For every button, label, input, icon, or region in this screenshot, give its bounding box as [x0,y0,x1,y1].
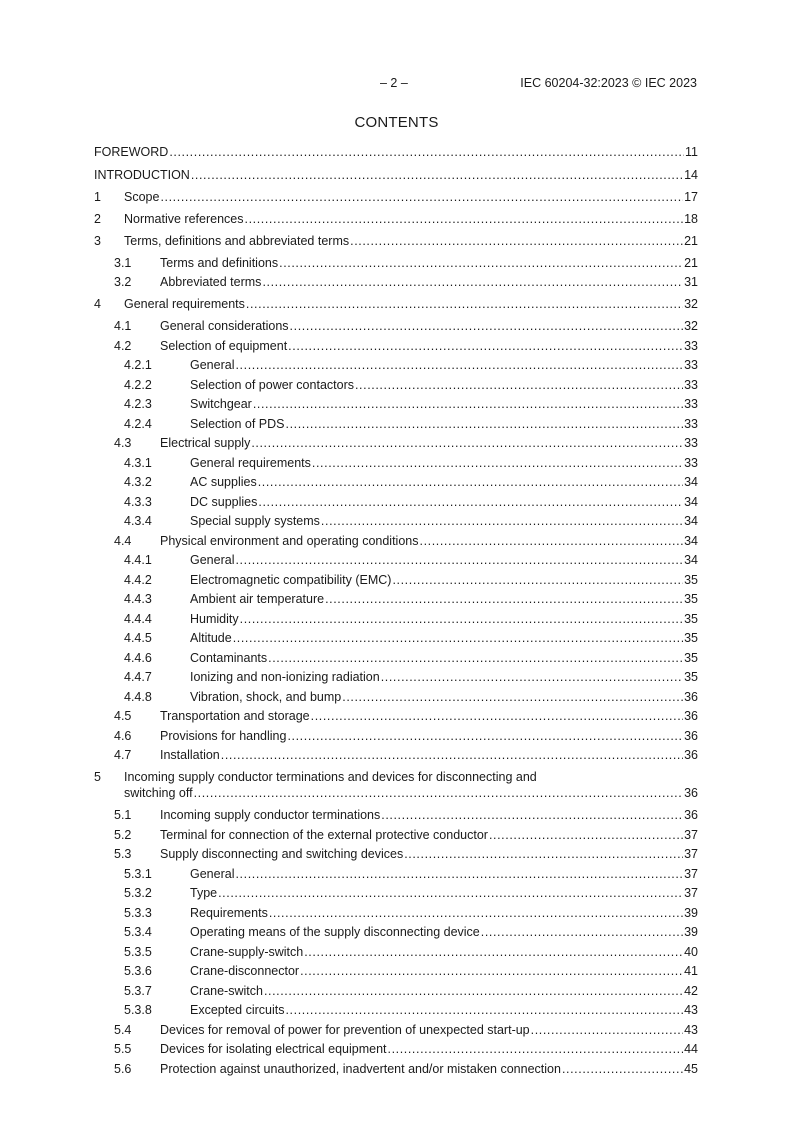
toc-entry-page: 41 [684,964,698,978]
table-of-contents [94,145,698,1077]
toc-entry-page: 34 [684,553,698,567]
toc-entry-page: 32 [684,297,698,311]
toc-entry-text: Selection of power contactors [190,377,354,392]
toc-entry[interactable] [94,631,698,646]
toc-leader-dots [253,397,683,412]
toc-entry[interactable] [94,1042,698,1057]
toc-entry-text: Type [190,886,218,900]
toc-entry-number: 5.3.2 [124,886,152,900]
toc-entry[interactable] [94,651,698,666]
toc-entry-number: 5.3 [114,847,132,861]
toc-entry-text: Scope [124,189,160,204]
toc-entry-number: 4.2.3 [124,397,152,411]
toc-entry-number: 4.1 [114,319,132,333]
toc-entry-page: 36 [684,808,698,822]
toc-entry-page: 35 [684,650,698,665]
contents-title: CONTENTS [354,114,439,131]
toc-entry[interactable] [94,1062,698,1077]
toc-leader-dots [285,1003,683,1018]
toc-entry-page: 34 [684,533,698,548]
toc-entry-text: Requirements [190,905,268,920]
toc-entry-number: 5.2 [114,827,132,842]
toc-entry-number: 4.4.8 [124,689,152,704]
toc-leader-dots [355,378,683,393]
toc-leader-dots [169,145,684,160]
toc-leader-dots [251,436,683,451]
toc-entry-text: INTRODUCTION [94,167,190,182]
toc-entry-page: 37 [684,847,698,861]
toc-entry-text: General [190,866,235,881]
toc-entry-text: Special supply systems [190,514,320,528]
toc-entry-number: 4.4 [114,533,132,548]
toc-leader-dots [304,945,683,960]
toc-entry-page: 43 [684,1003,698,1017]
toc-entry-text: Excepted circuits [190,1003,285,1017]
toc-entry-text: Transportation and storage [160,709,310,723]
toc-entry-text: Terms and definitions [160,255,279,270]
toc-entry-page: 18 [684,211,698,226]
toc-entry-number: 5.3.3 [124,905,152,920]
toc-entry[interactable] [94,397,698,412]
toc-entry[interactable] [94,828,698,843]
toc-entry-page: 37 [684,827,698,842]
toc-entry-page: 36 [684,728,698,743]
toc-entry-text: Electrical supply [160,436,251,450]
toc-entry-number: 4.3.3 [124,494,152,509]
toc-entry[interactable] [94,847,698,862]
toc-entry-page: 39 [684,925,698,939]
toc-entry[interactable] [94,808,698,823]
toc-entry[interactable] [94,592,698,607]
toc-leader-dots [325,592,683,607]
toc-entry-number: 4.4.6 [124,650,152,665]
toc-leader-dots [321,514,683,529]
toc-entry-number: 5.6 [114,1061,132,1076]
toc-entry[interactable] [94,945,698,960]
toc-entry-number: 4.4.4 [124,611,152,626]
toc-entry-text: General requirements [190,455,311,470]
toc-entry-number: 5.3.8 [124,1003,152,1017]
toc-entry-number: 5.4 [114,1022,132,1037]
toc-leader-dots [279,256,683,271]
toc-entry[interactable] [94,297,698,312]
toc-entry-text: Crane-disconnector [190,964,300,978]
toc-entry-text: Protection against unauthorized, inadvertent and/or mistaken connection [160,1061,561,1076]
toc-entry-number: 4.3 [114,436,132,450]
toc-leader-dots [312,456,683,471]
toc-entry-number: 5 [94,770,101,784]
toc-entry-text: General requirements [124,297,245,311]
toc-leader-dots [562,1062,683,1077]
toc-leader-dots [420,534,684,549]
toc-entry[interactable] [94,534,698,549]
toc-entry-page: 21 [684,255,698,270]
toc-entry[interactable] [94,964,698,979]
toc-entry-page: 36 [684,786,698,800]
toc-entry[interactable] [94,729,698,744]
toc-entry-page: 21 [684,233,698,248]
toc-entry-page: 32 [684,319,698,333]
toc-entry-page: 40 [684,944,698,959]
toc-entry-number: 5.3.6 [124,964,152,978]
toc-entry-page: 17 [684,189,698,204]
toc-entry[interactable] [94,436,698,451]
toc-entry[interactable] [94,275,698,290]
toc-entry-text: Contaminants [190,650,268,665]
toc-entry-page: 33 [684,377,698,392]
toc-entry-page: 34 [684,514,698,528]
toc-leader-dots [235,553,683,568]
toc-entry-number: 2 [94,211,101,226]
toc-entry-page: 33 [684,436,698,450]
toc-leader-dots [194,786,684,801]
toc-entry-text: General [190,553,235,567]
toc-entry-number: 5.5 [114,1042,132,1056]
toc-entry[interactable] [94,495,698,510]
toc-entry-number: 4.4.1 [124,553,152,567]
toc-entry-number: 5.3.1 [124,866,152,881]
toc-entry-page: 33 [684,455,698,470]
toc-entry-text: Crane-switch [190,983,263,998]
toc-leader-dots [300,964,683,979]
toc-entry-number: 4.3.1 [124,455,152,470]
toc-leader-dots [287,729,683,744]
toc-entry-page: 14 [684,167,698,182]
toc-leader-dots [221,748,683,763]
toc-entry-page: 35 [684,592,698,606]
toc-entry[interactable] [94,906,698,921]
toc-leader-dots [268,651,683,666]
toc-entry-text: Altitude [190,631,232,645]
toc-entry-text: Incoming supply conductor terminations and devices for disconnecting and [124,770,537,784]
toc-entry-number: 5.1 [114,808,132,822]
toc-leader-dots [342,690,683,705]
toc-entry-page: 34 [684,475,698,489]
toc-leader-dots [191,168,683,183]
toc-entry-text-continued: switching off [124,786,193,800]
toc-entry-number: 4.5 [114,709,132,723]
toc-entry[interactable] [94,748,698,763]
toc-entry-number: 4.6 [114,728,132,743]
toc-entry-text: Ambient air temperature [190,592,325,606]
toc-entry-number: 1 [94,189,101,204]
toc-entry-number: 4.2.1 [124,358,152,372]
toc-leader-dots [246,297,683,312]
toc-entry-number: 4.3.4 [124,514,152,528]
toc-entry-page: 43 [684,1022,698,1037]
toc-entry-text: Vibration, shock, and bump [190,689,342,704]
toc-entry-number: 4.4.2 [124,572,152,587]
toc-entry-text: Crane-supply-switch [190,944,304,959]
toc-leader-dots [235,358,683,373]
toc-leader-dots [269,906,683,921]
toc-entry[interactable] [94,612,698,627]
toc-entry-page: 33 [684,397,698,411]
toc-entry-text: Selection of equipment [160,338,288,353]
toc-entry-text: Terms, definitions and abbreviated terms [124,233,350,248]
toc-leader-dots [160,190,683,205]
toc-entry[interactable] [94,770,698,801]
toc-entry-page: 42 [684,983,698,998]
toc-leader-dots [235,867,683,882]
toc-entry[interactable] [94,709,698,724]
toc-entry[interactable] [94,475,698,490]
toc-entry[interactable] [94,573,698,588]
toc-entry[interactable] [94,234,698,249]
toc-entry-number: 3.2 [114,275,132,289]
toc-entry[interactable] [94,256,698,271]
toc-entry-page: 45 [684,1061,698,1076]
toc-leader-dots [258,495,683,510]
toc-entry-page: 35 [684,572,698,587]
toc-entry[interactable] [94,886,698,901]
toc-entry-text: General considerations [160,319,289,333]
toc-entry-page: 36 [684,709,698,723]
toc-leader-dots [290,319,684,334]
toc-entry[interactable] [94,867,698,882]
toc-entry-text: Devices for removal of power for prevention of unexpected start-up [160,1022,530,1037]
page-header [0,76,793,92]
document-reference: IEC 60204-32:2023 © IEC 2023 [520,76,697,90]
toc-entry[interactable] [94,690,698,705]
toc-entry-number: 4.2 [114,338,132,353]
toc-entry-number: 4.7 [114,748,132,762]
toc-entry-page: 36 [684,748,698,762]
toc-entry-page: 37 [684,866,698,881]
toc-entry[interactable] [94,339,698,354]
toc-entry-page: 33 [684,416,698,431]
toc-entry-number: 4 [94,297,101,311]
toc-entry-page: 44 [684,1042,698,1056]
toc-entry[interactable] [94,417,698,432]
toc-leader-dots [264,984,683,999]
toc-leader-dots [288,339,683,354]
toc-entry-page: 34 [684,494,698,509]
toc-entry-number: 5.3.5 [124,944,152,959]
toc-entry[interactable] [94,190,698,205]
toc-entry-page: 35 [684,631,698,645]
toc-entry[interactable] [94,514,698,529]
toc-entry[interactable] [94,358,698,373]
toc-entry-text: Devices for isolating electrical equipment [160,1042,387,1056]
toc-entry-text: Selection of PDS [190,416,285,431]
toc-entry-text: Terminal for connection of the external protective conductor [160,827,488,842]
toc-leader-dots [388,1042,684,1057]
toc-entry-text: FOREWORD [94,145,169,159]
toc-entry[interactable] [94,1023,698,1038]
toc-leader-dots [381,808,683,823]
toc-entry-number: 4.4.5 [124,631,152,645]
toc-leader-dots [240,612,683,627]
toc-entry[interactable] [94,168,698,183]
toc-entry[interactable] [94,319,698,334]
toc-leader-dots [245,212,684,227]
toc-leader-dots [381,670,683,685]
toc-leader-dots [392,573,683,588]
toc-entry-number: 3 [94,233,101,248]
toc-entry-text: Ionizing and non-ionizing radiation [190,670,380,684]
toc-entry-page: 33 [684,358,698,372]
toc-leader-dots [262,275,683,290]
toc-leader-dots [311,709,683,724]
toc-entry-page: 35 [684,611,698,626]
toc-entry-page: 33 [684,338,698,353]
toc-entry-number: 4.3.2 [124,475,152,489]
toc-entry[interactable] [94,212,698,227]
toc-entry-page: 31 [684,275,698,289]
toc-entry-text: Abbreviated terms [160,275,262,289]
toc-entry-text: Supply disconnecting and switching devices [160,847,404,861]
toc-entry[interactable] [94,984,698,999]
toc-entry-text: DC supplies [190,494,258,509]
toc-leader-dots [350,234,683,249]
toc-entry-number: 5.3.4 [124,925,152,939]
toc-entry[interactable] [94,925,698,940]
toc-entry-text: AC supplies [190,475,257,489]
toc-entry[interactable] [94,145,698,160]
toc-entry[interactable] [94,456,698,471]
toc-leader-dots [531,1023,683,1038]
toc-entry-text: Provisions for handling [160,728,287,743]
toc-entry-text: General [190,358,235,372]
toc-entry-text: Physical environment and operating conditions [160,533,419,548]
toc-entry-text: Operating means of the supply disconnecting device [190,925,480,939]
toc-entry-text: Incoming supply conductor terminations [160,808,381,822]
toc-entry-number: 4.2.2 [124,377,152,392]
toc-leader-dots [286,417,684,432]
toc-entry-text: Electromagnetic compatibility (EMC) [190,572,392,587]
toc-entry-number: 4.4.7 [124,670,152,684]
toc-leader-dots [489,828,683,843]
toc-leader-dots [233,631,683,646]
toc-entry-page: 11 [685,145,698,159]
toc-entry-page: 39 [684,905,698,920]
toc-entry-text: Switchgear [190,397,252,411]
toc-entry-text: Installation [160,748,220,762]
toc-entry[interactable] [94,1003,698,1018]
toc-entry-text: Normative references [124,211,244,226]
toc-entry-number: 4.4.3 [124,592,152,606]
toc-leader-dots [258,475,683,490]
toc-entry[interactable] [94,670,698,685]
toc-entry[interactable] [94,553,698,568]
toc-entry-page: 37 [684,886,698,900]
toc-leader-dots [481,925,683,940]
toc-entry-text: Humidity [190,611,239,626]
page-number: – 2 – [380,76,408,90]
toc-leader-dots [218,886,683,901]
toc-entry[interactable] [94,378,698,393]
toc-entry-number: 3.1 [114,255,132,270]
toc-leader-dots [404,847,683,862]
toc-entry-page: 36 [684,689,698,704]
toc-entry-page: 35 [684,670,698,684]
toc-entry-number: 4.2.4 [124,416,152,431]
toc-entry-number: 5.3.7 [124,983,152,998]
